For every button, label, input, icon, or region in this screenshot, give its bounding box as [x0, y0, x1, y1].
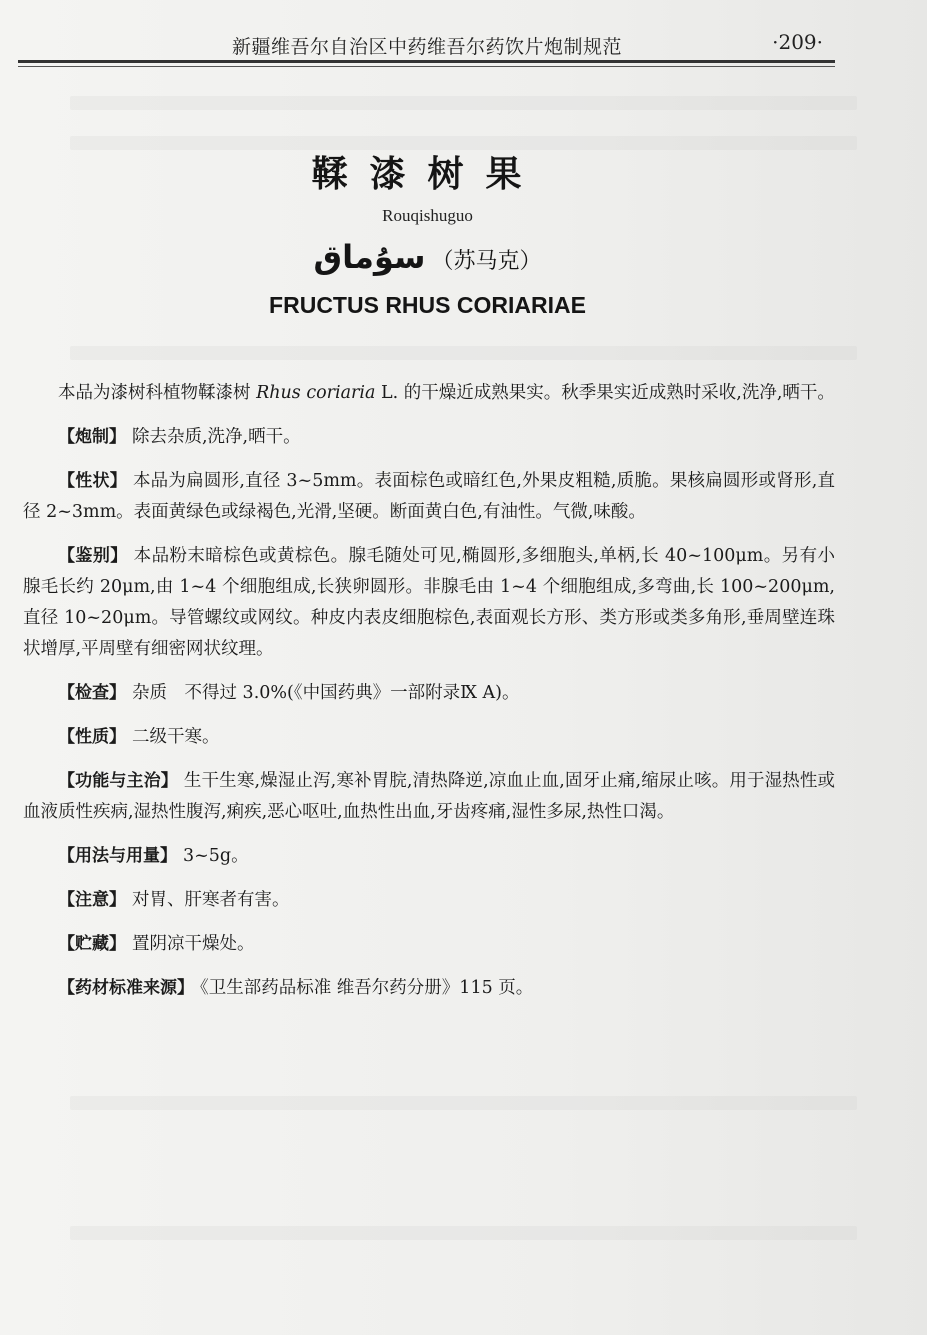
section-text: 生干生寒,燥湿止泻,寒补胃脘,清热降逆,凉血止血,固牙止痛,缩尿止咳。用于湿热性或血液质性疾病,湿热性腹泻,痢疾,恶心呕吐,血热性出血,牙齿疼痛,湿性多尿,热性口渴。 [23, 771, 836, 822]
section-text: 3~5g。 [183, 846, 249, 866]
uyghur-name: سۇماق [313, 238, 426, 276]
section-label: 【药材标准来源】 [58, 978, 194, 998]
uyghur-transliteration: （苏马克） [431, 249, 542, 274]
intro-text-1: 本品为漆树科植物鞣漆树 [58, 383, 257, 403]
bleed-through-line [70, 1226, 857, 1240]
section-description [23, 466, 835, 528]
section-label: 【注意】 [58, 890, 126, 910]
section-text: 对胃、肝寒者有害。 [132, 890, 290, 910]
header-rule-thin [18, 66, 835, 67]
section-dosage [23, 841, 835, 872]
section-nature [23, 722, 835, 753]
section-source [23, 973, 835, 1004]
section-label: 【性状】 [58, 471, 127, 491]
section-label: 【功能与主治】 [58, 771, 178, 791]
section-label: 【用法与用量】 [58, 846, 177, 866]
section-label: 【鉴别】 [58, 546, 128, 566]
section-text: 杂质 不得过 3.0%(《中国药典》一部附录Ⅸ A)。 [132, 683, 520, 703]
bleed-through-line [70, 1096, 857, 1110]
monograph-title: 鞣漆树果 [311, 153, 544, 195]
section-text: 除去杂质,洗净,晒干。 [132, 427, 301, 447]
latin-name: FRUCTUS RHUS CORIARIAE [269, 292, 586, 318]
section-identification [23, 541, 835, 665]
uyghur-name-line [0, 238, 855, 276]
section-label: 【性质】 [58, 727, 126, 747]
species-name: Rhus coriaria [256, 383, 376, 403]
monograph-body [23, 378, 835, 1017]
intro-text-2: L. 的干燥近成熟果实。秋季果实近成熟时采收,洗净,晒干。 [375, 383, 835, 403]
section-storage [23, 929, 835, 960]
section-label: 【炮制】 [58, 427, 126, 447]
section-text: 二级干寒。 [132, 727, 220, 747]
section-text: 本品为扁圆形,直径 3~5mm。表面棕色或暗红色,外果皮粗糙,质脆。果核扁圆形或肾形,直径 2~3mm。表面黄绿色或绿褐色,光滑,坚硬。断面黄白色,有油性。气微,味酸。 [23, 471, 835, 522]
bleed-through-line [70, 346, 857, 360]
section-precautions [23, 885, 835, 916]
section-processing [23, 422, 835, 453]
section-text: 置阴凉干燥处。 [132, 934, 255, 954]
pinyin-name: Rouqishuguo [382, 206, 473, 225]
section-label: 【检查】 [58, 683, 126, 703]
header-title: 新疆维吾尔自治区中药维吾尔药饮片炮制规范 [232, 36, 623, 58]
bleed-through-line [70, 96, 857, 110]
section-text: 本品粉末暗棕色或黄棕色。腺毛随处可见,椭圆形,多细胞头,单柄,长 40~100μm。另有小腺毛长约 20μm,由 1~4 个细胞组成,长狭卵圆形。非腺毛由 1~4 个细胞组成,多弯曲,长 100~200μm,直径 10~20μm。导管螺纹或网纹。种皮内表皮细胞棕色,表面观长方形、类方形或类多角形,垂周壁连珠状增厚,平周壁有细密网状纹理。 [23, 546, 835, 659]
section-label: 【贮藏】 [58, 934, 126, 954]
section-inspection [23, 678, 835, 709]
header-rule-thick [18, 60, 835, 63]
section-functions [23, 766, 835, 828]
section-text: 《卫生部药品标准 维吾尔药分册》115 页。 [200, 978, 534, 998]
running-header [18, 26, 905, 66]
page-number: ·209· [772, 30, 823, 54]
intro-paragraph [23, 378, 835, 409]
